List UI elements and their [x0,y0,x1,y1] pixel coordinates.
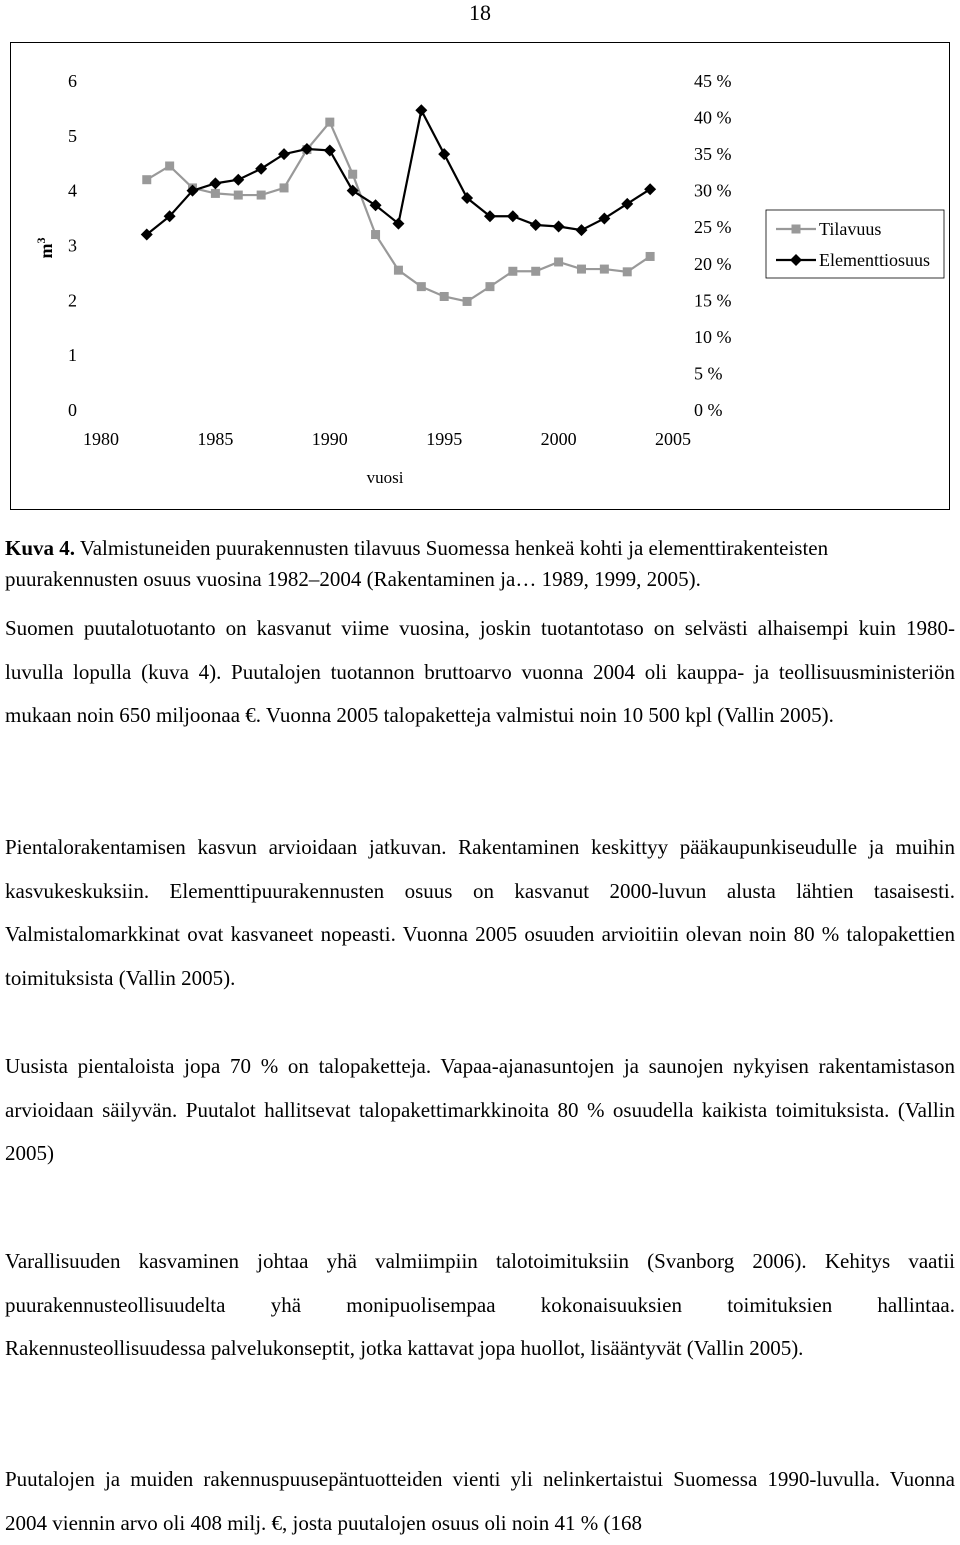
data-point-tilavuus [142,175,151,184]
y-right-tick-label: 45 % [694,71,732,91]
y-right-tick-label: 0 % [694,400,723,420]
y-right-tick-label: 40 % [694,107,732,128]
caption-text: Valmistuneiden puurakennusten tilavuus Suomessa henkeä kohti ja elementtirakenteisten puurakennusten osuus vuosina 1982–2004 (Rakentaminen ja… 1989, 1999, 2005). [5,536,829,591]
y-right-tick-label: 20 % [694,253,732,274]
legend-marker-tilavuus [792,225,801,234]
data-point-elementtiosuus [553,220,565,232]
data-point-tilavuus [371,230,380,239]
x-tick-label: 1980 [83,429,119,449]
y-left-tick-label: 1 [68,345,77,366]
paragraph-3: Uusista pientaloista jopa 70 % on talopaketteja. Vapaa-ajanasuntojen ja saunojen nykyisen rakentamistason arvioidaan säilyvän. Puutalot hallitsevat talopakettimarkkinoita 80 % osuudella kaikista toimituksista. (Vallin 2005) [5,1054,955,1165]
data-point-elementtiosuus [278,148,290,160]
data-point-elementtiosuus [644,183,656,195]
x-tick-label: 2005 [655,429,691,449]
data-point-tilavuus [508,267,517,276]
data-point-tilavuus [463,297,472,306]
data-point-elementtiosuus [621,198,633,210]
figure-caption [5,533,955,595]
data-point-elementtiosuus [255,163,267,175]
y-left-tick-label: 3 [68,235,77,256]
y-right-tick-label: 5 % [694,363,723,384]
chart-svg [11,43,951,511]
data-point-elementtiosuus [209,177,221,189]
data-point-tilavuus [600,265,609,274]
caption-label: Kuva 4. [5,536,76,560]
data-point-tilavuus [234,191,243,200]
data-point-tilavuus [257,191,266,200]
data-point-tilavuus [646,252,655,261]
data-point-tilavuus [531,267,540,276]
data-point-tilavuus [554,257,563,266]
y-right-tick-label: 25 % [694,217,732,238]
data-point-elementtiosuus [598,212,610,224]
y-right-tick-label: 30 % [694,180,732,201]
data-point-tilavuus [623,267,632,276]
y-left-tick-label: 0 [68,400,77,420]
y-right-tick-label: 10 % [694,326,732,347]
data-point-tilavuus [211,189,220,198]
paragraph-4: Varallisuuden kasvaminen johtaa yhä valmiimpiin talotoimituksiin (Svanborg 2006). Kehitys vaatii puurakennusteollisuudelta yhä monipuolisempaa kokonaisuuksien toimituksien hallintaa. Rakennusteollisuudessa palvelukonseptit, jotka kattavat jopa huollot, lisääntyvät (Vallin 2005). [5,1249,955,1360]
data-point-elementtiosuus [530,219,542,231]
data-point-tilavuus [348,170,357,179]
y-left-tick-label: 5 [68,125,77,146]
data-point-elementtiosuus [232,174,244,186]
y-left-tick-label: 6 [68,71,77,91]
paragraph-5: Puutalojen ja muiden rakennuspuusepäntuotteiden vienti yli nelinkertaistui Suomessa 1990-luvulla. Vuonna 2004 viennin arvo oli 408 milj. €, josta puutalojen osuus oli noin 41 % (168 [5,1467,955,1535]
data-point-elementtiosuus [415,104,427,116]
data-point-tilavuus [440,292,449,301]
data-point-elementtiosuus [507,210,519,222]
x-axis-title: vuosi [366,468,404,487]
data-point-tilavuus [165,161,174,170]
legend-label-tilavuus: Tilavuus [819,219,882,239]
series-line-elementtiosuus [147,110,650,234]
paragraph-1: Suomen puutalotuotanto on kasvanut viime vuosina, joskin tuotantotaso on selvästi alhaisempi kuin 1980-luvulla lopulla (kuva 4). Puutalojen tuotannon bruttoarvo vuonna 2004 oli kauppa- ja teollisuusministeriön mukaan noin 650 miljoonaa €. Vuonna 2005 talopaketteja valmistui noin 10 500 kpl (Vallin 2005). [5,616,955,727]
data-point-elementtiosuus [324,144,336,156]
data-point-tilavuus [417,282,426,291]
data-point-tilavuus [394,266,403,275]
data-point-elementtiosuus [438,148,450,160]
y-axis-title-main: m [36,243,56,259]
y-axis-title [34,238,56,259]
data-point-tilavuus [485,282,494,291]
data-point-elementtiosuus [575,224,587,236]
x-tick-label: 1995 [426,429,463,449]
y-left-tick-label: 4 [68,180,77,201]
legend-label-elementtiosuus: Elementtiosuus [819,250,930,270]
x-tick-label: 1985 [197,429,234,449]
y-axis-title-sup: 3 [34,237,48,244]
x-tick-label: 1990 [311,429,348,449]
data-point-tilavuus [325,118,334,127]
x-tick-label: 2000 [540,429,577,449]
chart-frame [10,42,950,510]
y-left-tick-label: 2 [68,290,77,311]
page-number: 18 [469,0,491,25]
data-point-tilavuus [280,183,289,192]
y-right-tick-label: 35 % [694,144,732,165]
data-point-tilavuus [577,265,586,274]
paragraph-2: Pientalorakentamisen kasvun arvioidaan jatkuvan. Rakentaminen keskittyy pääkaupunkiseudulle ja muihin kasvukeskuksiin. Elementtipuurakennusten osuus on kasvanut 2000-luvun alusta lähtien tasaisesti. Valmistalomarkkinat ovat kasvaneet nopeasti. Vuonna 2005 osuuden arvioitiin olevan noin 80 % talopakettien toimituksista (Vallin 2005). [5,835,955,990]
y-right-tick-label: 15 % [694,290,732,311]
